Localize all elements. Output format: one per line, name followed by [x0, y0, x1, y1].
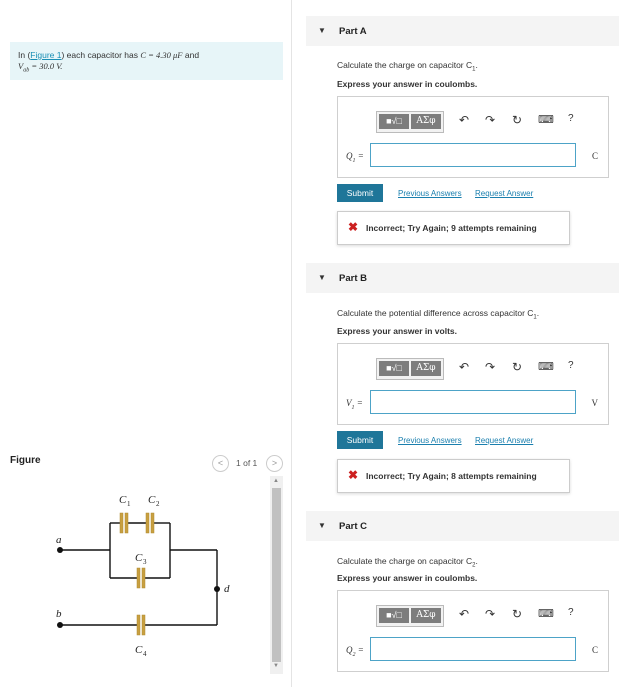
voltage-value: = 30.0 V. — [29, 61, 63, 71]
scroll-up-icon[interactable]: ▲ — [273, 478, 279, 484]
reset-icon[interactable]: ↻ — [512, 113, 523, 127]
column-divider — [291, 0, 292, 687]
help-icon[interactable]: ? — [568, 113, 574, 124]
help-icon[interactable]: ? — [568, 607, 574, 618]
part-b-feedback — [337, 459, 570, 493]
incorrect-x-icon: ✖ — [348, 468, 359, 482]
var-symbol: Q — [346, 151, 353, 161]
node-a — [57, 547, 63, 553]
undo-icon[interactable]: ↶ — [459, 607, 470, 621]
part-a-question: Calculate the charge on capacitor $C_1$. — [337, 60, 478, 73]
part-b-request-answer-link[interactable]: Request Answer — [475, 436, 534, 445]
part-c-instruction: Express your answer in coulombs. — [337, 573, 478, 583]
symbols-button[interactable]: ΑΣφ — [411, 608, 441, 623]
redo-icon[interactable]: ↷ — [485, 607, 496, 621]
reset-icon[interactable]: ↻ — [512, 360, 523, 374]
problem-and: and — [182, 50, 200, 60]
voltage-symbol: V — [18, 61, 24, 71]
next-figure-button[interactable] — [266, 455, 283, 472]
part-a-answer-area — [337, 96, 609, 178]
collapse-caret-icon[interactable]: ▼ — [318, 521, 326, 530]
node-b — [57, 622, 63, 628]
feedback-text: Incorrect; Try Again; 8 attempts remaining — [366, 471, 537, 481]
part-b-submit-button[interactable]: Submit — [337, 431, 383, 449]
reset-icon[interactable]: ↻ — [512, 607, 523, 621]
answer-unit: C — [591, 151, 598, 161]
figure-pager: 1 of 1 — [236, 458, 258, 468]
math-toolbar — [376, 358, 444, 380]
label-b: b — [56, 608, 62, 620]
figure-link[interactable]: Figure 1 — [30, 50, 62, 60]
part-c-answer-area — [337, 590, 609, 672]
question-text: Calculate the charge on capacitor C — [337, 60, 473, 70]
question-subscript: 2 — [472, 562, 476, 569]
answer-variable: $Q_1$ = — [346, 151, 364, 164]
circuit-diagram — [40, 485, 260, 665]
problem-prefix: In ( — [18, 50, 31, 60]
incorrect-x-icon: ✖ — [348, 220, 359, 234]
help-icon[interactable]: ? — [568, 360, 574, 371]
label-c3: C — [135, 552, 143, 564]
templates-button[interactable]: ■√□ — [379, 608, 409, 623]
math-toolbar — [376, 111, 444, 133]
answer-unit: C — [591, 645, 598, 655]
part-a-previous-answers-link[interactable]: Previous Answers — [398, 189, 462, 198]
var-symbol: Q — [346, 645, 353, 655]
part-a-title: Part A — [339, 26, 367, 37]
part-a-request-answer-link[interactable]: Request Answer — [475, 189, 534, 198]
label-d: d — [224, 583, 230, 595]
var-symbol: V — [346, 398, 352, 408]
part-c-question: Calculate the charge on capacitor $C_2$. — [337, 556, 478, 569]
part-b-title: Part B — [339, 273, 367, 284]
answer-variable: $V_1$ = — [346, 398, 363, 411]
problem-mid: ) each capacitor has — [61, 50, 141, 60]
feedback-text: Incorrect; Try Again; 9 attempts remaining — [366, 223, 537, 233]
part-b-answer-input[interactable] — [370, 390, 576, 414]
node-d — [214, 586, 220, 592]
templates-button[interactable]: ■√□ — [379, 114, 409, 129]
part-a-answer-input[interactable] — [370, 143, 576, 167]
undo-icon[interactable]: ↶ — [459, 113, 470, 127]
part-b-instruction: Express your answer in volts. — [337, 326, 457, 336]
answer-unit: V — [591, 398, 598, 408]
label-c1: C — [119, 494, 127, 506]
voltage-subscript: ab — [23, 67, 30, 74]
prev-figure-button[interactable] — [212, 455, 229, 472]
part-c-title: Part C — [339, 521, 367, 532]
redo-icon[interactable]: ↷ — [485, 360, 496, 374]
var-subscript: 1 — [352, 157, 356, 164]
label-c3-sub: 3 — [143, 558, 147, 566]
problem-statement — [18, 50, 199, 77]
templates-button[interactable]: ■√□ — [379, 361, 409, 376]
symbols-button[interactable]: ΑΣφ — [411, 361, 441, 376]
question-text: Calculate the charge on capacitor C — [337, 556, 473, 566]
chevron-left-icon: < — [217, 458, 224, 468]
label-c1-sub: 1 — [127, 500, 131, 508]
part-b-answer-area — [337, 343, 609, 425]
label-c4: C — [135, 644, 143, 656]
scroll-down-icon[interactable]: ▼ — [273, 663, 279, 669]
label-c4-sub: 4 — [143, 650, 147, 658]
part-b-previous-answers-link[interactable]: Previous Answers — [398, 436, 462, 445]
part-b-question: Calculate the potential difference across capacitor $C_1$. — [337, 308, 540, 321]
chevron-right-icon: > — [271, 458, 278, 468]
math-toolbar — [376, 605, 444, 627]
var-subscript: 2 — [352, 651, 356, 658]
question-text: Calculate the potential difference across capacitor C — [337, 308, 534, 318]
capacitance-value: C = 4.30 μF — [140, 50, 183, 60]
collapse-caret-icon[interactable]: ▼ — [318, 273, 326, 282]
var-subscript: 1 — [351, 404, 355, 411]
redo-icon[interactable]: ↷ — [485, 113, 496, 127]
question-subscript: 1 — [472, 66, 476, 73]
figure-label: Figure — [10, 455, 41, 466]
part-c-answer-input[interactable] — [370, 637, 576, 661]
label-c2-sub: 2 — [156, 500, 160, 508]
label-c2: C — [148, 494, 156, 506]
symbols-button[interactable]: ΑΣφ — [411, 114, 441, 129]
part-a-submit-button[interactable]: Submit — [337, 184, 383, 202]
part-a-instruction: Express your answer in coulombs. — [337, 79, 478, 89]
keyboard-icon[interactable]: ⌨ — [538, 608, 554, 620]
figure-scroll-thumb[interactable] — [272, 488, 281, 662]
answer-variable: $Q_2$ = — [346, 645, 364, 658]
collapse-caret-icon[interactable]: ▼ — [318, 26, 326, 35]
keyboard-icon[interactable]: ⌨ — [538, 361, 554, 373]
keyboard-icon[interactable]: ⌨ — [538, 114, 554, 126]
label-a: a — [56, 534, 62, 546]
part-a-feedback — [337, 211, 570, 245]
undo-icon[interactable]: ↶ — [459, 360, 470, 374]
question-subscript: 1 — [533, 314, 537, 321]
